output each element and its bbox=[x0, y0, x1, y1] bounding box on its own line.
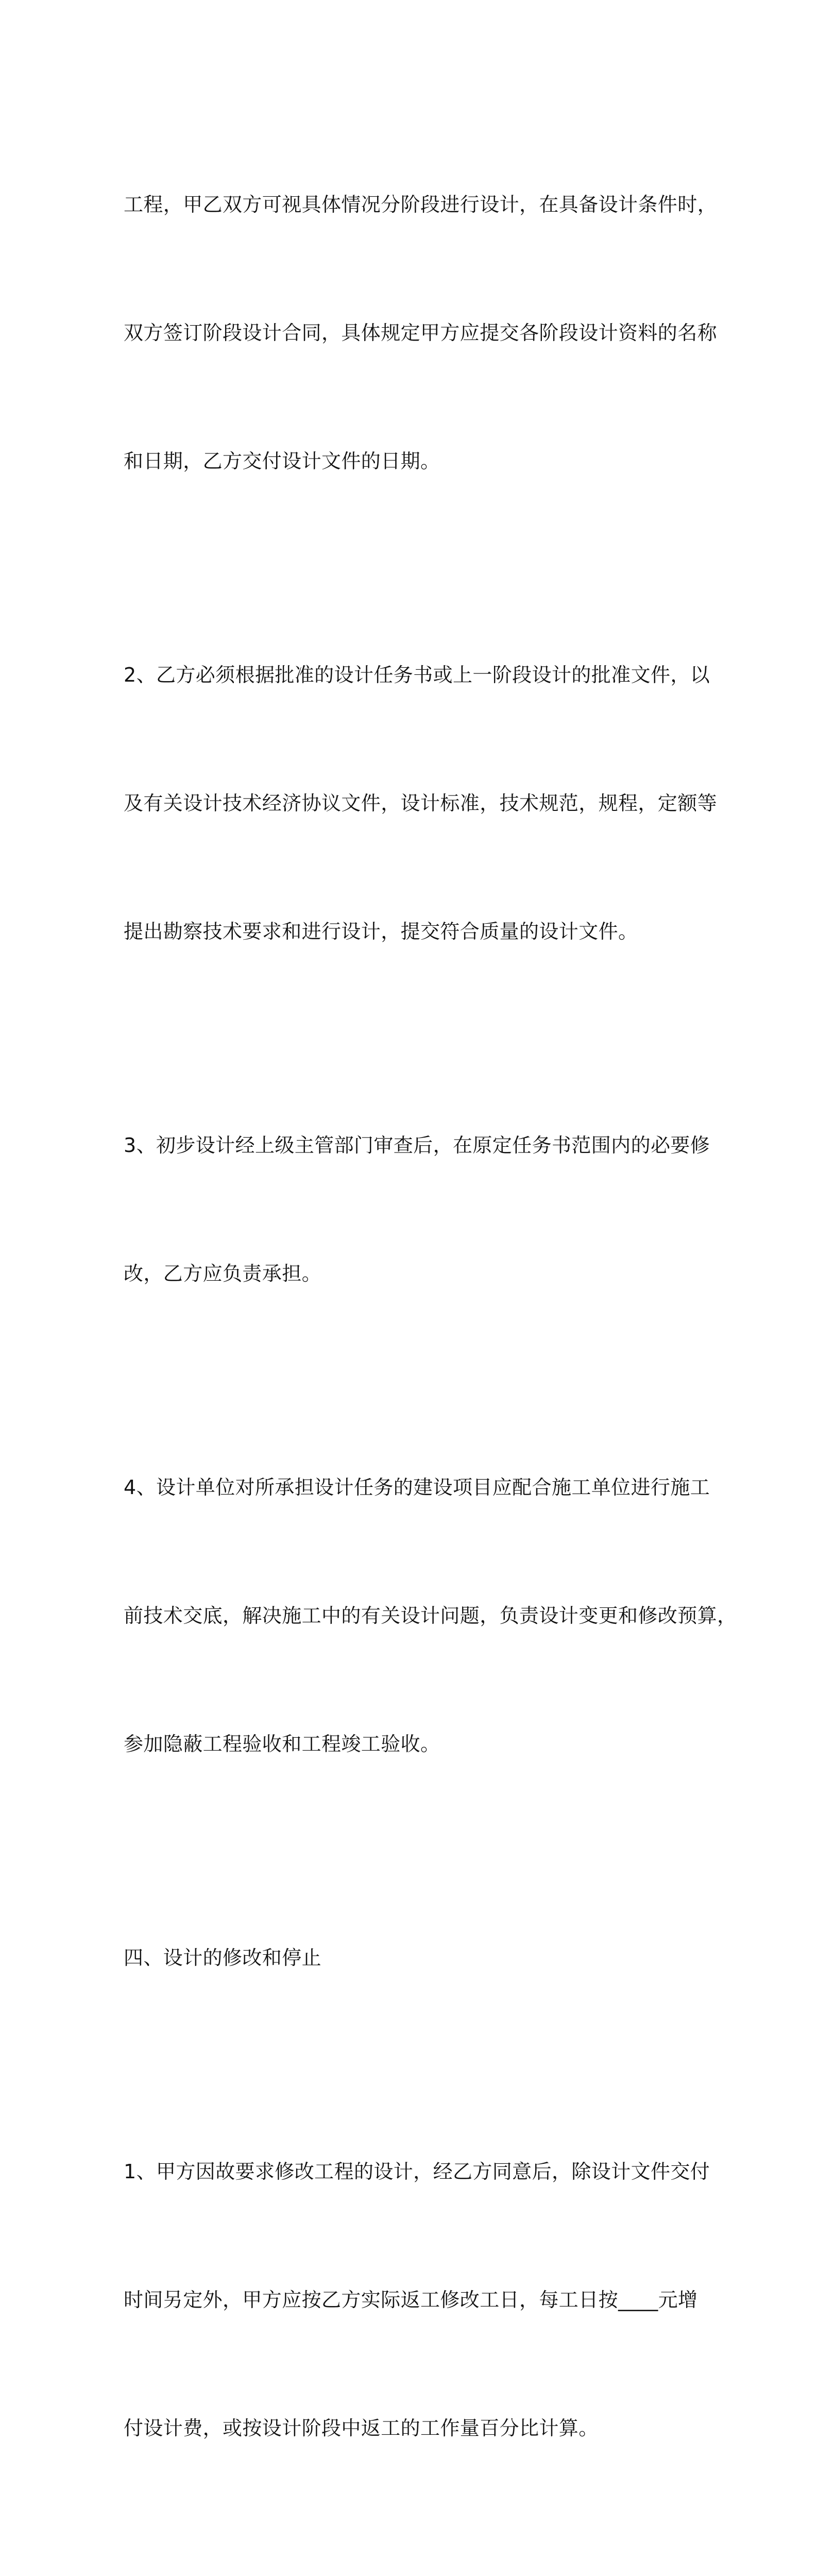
section-heading-4 bbox=[124, 1851, 701, 2065]
text-line: 参加隐蔽工程验收和工程竣工验收。 bbox=[124, 1733, 440, 1755]
document-body bbox=[124, 98, 737, 2576]
clause-3-2 bbox=[124, 568, 718, 1039]
text-line: 2、乙方必须根据批准的设计任务书或上一阶段设计的批准文件，以 bbox=[124, 664, 710, 686]
text-line: 双方签订阶段设计合同，具体规定甲方应提交各阶段设计资料的名称 bbox=[124, 321, 718, 344]
text-line: 付设计费，或按设计阶段中返工的工作量百分比计算。 bbox=[124, 2417, 599, 2439]
clause-3-3 bbox=[124, 1039, 710, 1381]
text-line: 3、初步设计经上级主管部门审查后，在原定任务书范围内的必要修 bbox=[124, 1134, 710, 1157]
clause-3-4 bbox=[124, 1381, 737, 1851]
text-line: 时间另定外，甲方应按乙方实际返工修改工日，每工日按____元增 bbox=[124, 2289, 698, 2311]
text-line: 4、设计单位对所承担设计任务的建设项目应配合施工单位进行施工 bbox=[124, 1476, 710, 1499]
text-line: 改，乙方应负责承担。 bbox=[124, 1262, 322, 1285]
text-line: 和日期，乙方交付设计文件的日期。 bbox=[124, 450, 440, 472]
paragraph-stage-design bbox=[124, 98, 718, 568]
section-title: 四、设计的修改和停止 bbox=[124, 1946, 322, 1969]
text-line: 前技术交底，解决施工中的有关设计问题，负责设计变更和修改预算， bbox=[124, 1604, 737, 1627]
text-line: 1、甲方因故要求修改工程的设计，经乙方同意后，除设计文件交付 bbox=[124, 2160, 710, 2183]
text-line: 提出勘察技术要求和进行设计，提交符合质量的设计文件。 bbox=[124, 920, 638, 943]
text-line: 工程，甲乙双方可视具体情况分阶段进行设计，在具备设计条件时， bbox=[124, 193, 718, 216]
clause-4-2 bbox=[124, 2535, 701, 2576]
clause-4-1 bbox=[124, 2065, 710, 2535]
text-line: 及有关设计技术经济协议文件，设计标准，技术规范，规程，定额等 bbox=[124, 792, 718, 815]
